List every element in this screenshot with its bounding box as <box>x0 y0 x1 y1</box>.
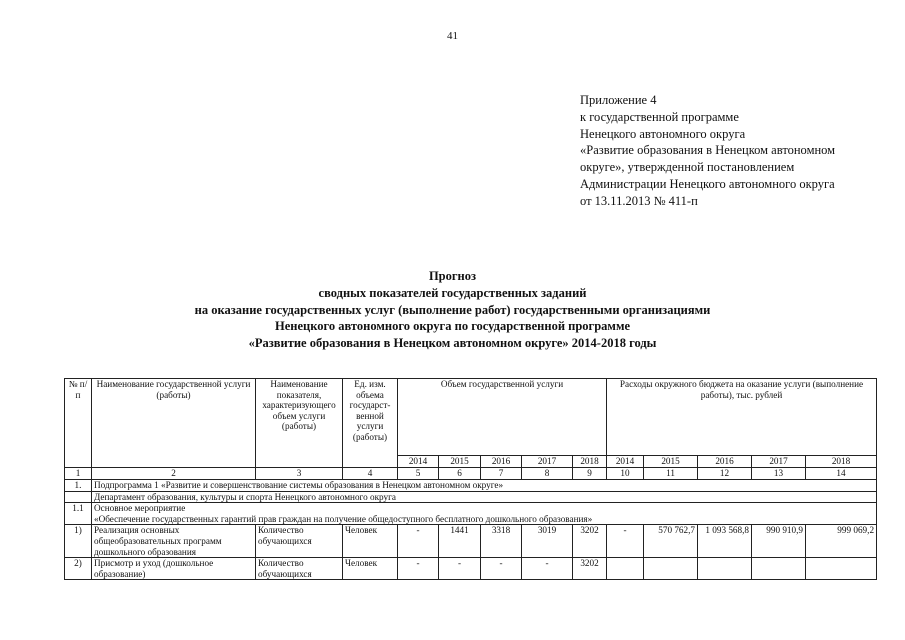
appendix-line: Ненецкого автономного округа <box>580 126 746 141</box>
row-service: Присмотр и уход (дошкольное образование) <box>92 558 256 580</box>
appendix-line: округе», утвержденной постановлением <box>580 160 795 175</box>
volume-cell: - <box>398 525 439 558</box>
page-number: 41 <box>447 30 458 42</box>
column-number: 13 <box>752 468 806 480</box>
year-cell: 2016 <box>481 456 522 468</box>
table-row <box>65 558 877 580</box>
expense-cell <box>698 558 752 580</box>
measure-num: 1.1 <box>65 503 92 525</box>
volume-cell: 3318 <box>481 525 522 558</box>
year-cell: 2016 <box>698 456 752 468</box>
appendix-block <box>580 92 880 210</box>
row-unit: Человек <box>343 558 398 580</box>
appendix-line: «Развитие образования в Ненецком автономном <box>580 143 836 158</box>
volume-cell: 1441 <box>439 525 481 558</box>
expense-cell <box>607 558 644 580</box>
volume-cell: - <box>522 558 573 580</box>
title-line: Прогноз <box>428 269 477 283</box>
title-line: сводных показателей государственных заданий <box>318 285 587 300</box>
volume-cell: 3202 <box>573 558 607 580</box>
expense-cell <box>644 558 698 580</box>
column-number: 5 <box>398 468 439 480</box>
column-number: 1 <box>65 468 92 480</box>
volume-cell: - <box>481 558 522 580</box>
year-cell: 2014 <box>398 456 439 468</box>
volume-cell: 3202 <box>573 525 607 558</box>
expense-cell: 1 093 568,8 <box>698 525 752 558</box>
appendix-line: к государственной программе <box>580 109 739 124</box>
appendix-line: Администрации Ненецкого автономного округа <box>580 176 835 191</box>
table-row <box>65 525 877 558</box>
subprogram-num: 1. <box>65 480 92 492</box>
subprogram-title: Подпрограмма 1 «Развитие и совершенствование системы образования в Ненецком автономном округе» <box>92 480 877 492</box>
year-cell: 2014 <box>607 456 644 468</box>
column-number: 14 <box>806 468 877 480</box>
expense-cell: - <box>607 525 644 558</box>
header-num: № п/п <box>65 379 92 468</box>
title-line: на оказание государственных услуг (выполнение работ) государственными организациями <box>194 302 711 317</box>
column-number: 9 <box>573 468 607 480</box>
column-number: 6 <box>439 468 481 480</box>
expense-cell <box>752 558 806 580</box>
department-name: Департамент образования, культуры и спорта Ненецкого автономного округа <box>92 491 877 503</box>
measure-line: «Обеспечение государственных гарантий прав граждан на получение общедоступного бесплатного дошкольного образования» <box>94 513 593 524</box>
measure-title <box>92 503 877 525</box>
volume-cell: - <box>439 558 481 580</box>
appendix-line: от 13.11.2013 № 411-п <box>580 193 698 208</box>
document-title <box>0 268 905 352</box>
volume-cell: - <box>398 558 439 580</box>
year-cell: 2017 <box>752 456 806 468</box>
year-cell: 2015 <box>439 456 481 468</box>
title-line: «Развитие образования в Ненецком автономном округе» 2014-2018 годы <box>248 336 657 351</box>
row-num: 2) <box>65 558 92 580</box>
volume-cell: 3019 <box>522 525 573 558</box>
year-cell: 2018 <box>573 456 607 468</box>
row-num: 1) <box>65 525 92 558</box>
year-cell: 2015 <box>644 456 698 468</box>
column-number: 2 <box>92 468 256 480</box>
department-empty-cell <box>65 491 92 503</box>
expense-cell <box>806 558 877 580</box>
row-indicator: Количество обучающихся <box>256 525 343 558</box>
row-unit: Человек <box>343 525 398 558</box>
appendix-line: Приложение 4 <box>580 93 657 107</box>
column-number: 3 <box>256 468 343 480</box>
header-volume: Объем государственной услуги <box>398 379 607 456</box>
row-service: Реализация основных общеобразовательных программ дошкольного образования <box>92 525 256 558</box>
column-number: 10 <box>607 468 644 480</box>
expense-cell: 990 910,9 <box>752 525 806 558</box>
expense-cell: 570 762,7 <box>644 525 698 558</box>
title-line: Ненецкого автономного округа по государственной программе <box>274 319 631 334</box>
measure-line: Основное мероприятие <box>94 503 186 514</box>
forecast-table <box>64 378 877 580</box>
header-indicator: Наименование показателя, характеризующего объем услуги (работы) <box>256 379 343 468</box>
expense-cell: 999 069,2 <box>806 525 877 558</box>
header-budget: Расходы окружного бюджета на оказание услуги (выполнение работы), тыс. рублей <box>607 379 877 456</box>
column-number: 4 <box>343 468 398 480</box>
column-number: 8 <box>522 468 573 480</box>
year-cell: 2017 <box>522 456 573 468</box>
year-cell: 2018 <box>806 456 877 468</box>
header-service: Наименование государственной услуги (работы) <box>92 379 256 468</box>
column-number: 7 <box>481 468 522 480</box>
row-indicator: Количество обучающихся <box>256 558 343 580</box>
column-number: 11 <box>644 468 698 480</box>
column-number: 12 <box>698 468 752 480</box>
header-unit: Ед. изм. объема государст-венной услуги (работы) <box>343 379 398 468</box>
